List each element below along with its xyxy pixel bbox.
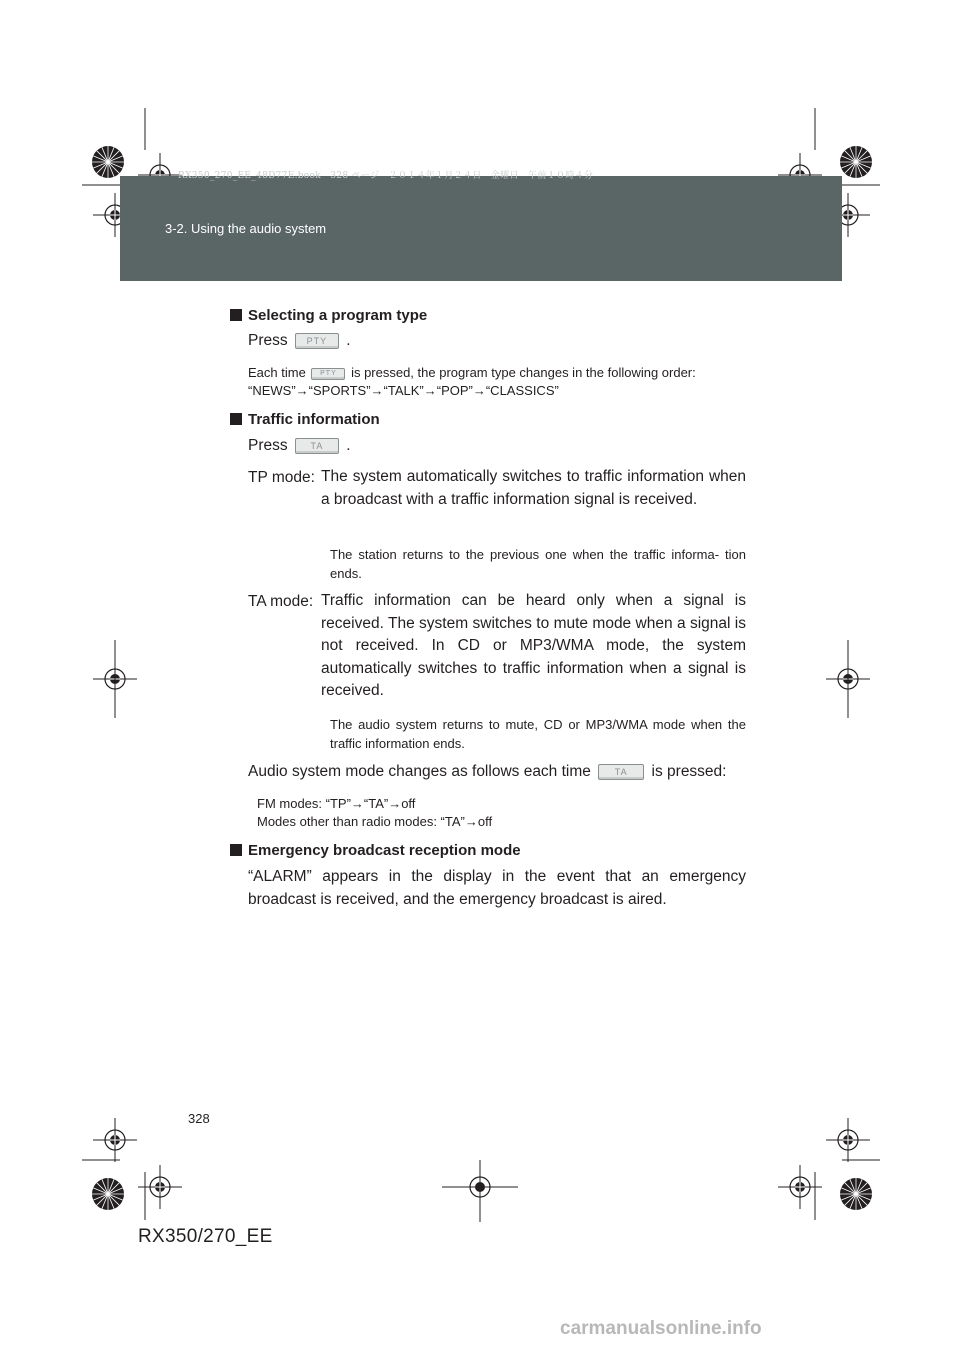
note-suffix: is pressed, the program type changes in the following order:: [351, 365, 696, 380]
press-label: Press: [248, 437, 288, 454]
file-stamp: RX350_270_EE_48D77E.book 328 ページ ２０１４年１月２４日 金曜日 午前１０時４分: [178, 171, 594, 181]
ta-mode-label: TA mode:: [248, 593, 314, 610]
bullet-square-icon: [230, 413, 242, 425]
model-code: RX350/270_EE: [138, 1226, 273, 1247]
press-suffix: .: [346, 332, 351, 349]
press-pty-line: [248, 332, 351, 350]
mode-change-line: [248, 763, 726, 781]
ta-mode-note: The audio system returns to mute, CD or MP3/WMA mode when the traffic information ends.: [330, 717, 746, 751]
other-modes: Modes other than radio modes: “TA”→off: [257, 814, 493, 829]
pty-button-inline[interactable]: PTY: [311, 368, 345, 380]
bullet-square-icon: [230, 309, 242, 321]
watermark: carmanualsonline.info: [560, 1318, 762, 1339]
press-label: Press: [248, 332, 288, 349]
tp-mode-label: TP mode:: [248, 469, 315, 486]
pty-button[interactable]: PTY: [295, 333, 339, 349]
page-number: 328: [188, 1111, 210, 1126]
fm-modes: FM modes: “TP”→“TA”→off: [257, 796, 416, 811]
tp-mode-text: [321, 466, 746, 511]
section-title: 3-2. Using the audio system: [165, 221, 327, 236]
ta-mode-text: [321, 590, 746, 703]
heading-emergency: [230, 842, 521, 859]
ta-button[interactable]: TA: [295, 438, 339, 454]
tp-mode-desc: The system automatically switches to traffic information when a broadcast with a traffic information signal is received.: [321, 468, 746, 508]
pty-note-line: [248, 365, 696, 380]
tp-mode-note: The station returns to the previous one when the traffic informa- tion ends.: [330, 547, 746, 581]
heading-text: Traffic information: [248, 411, 380, 428]
note-prefix: Each time: [248, 365, 306, 380]
ta-mode-desc: Traffic information can be heard only when a signal is received. The system switches to mute mode when a signal is not received. In CD or MP3/WMA mode, the system automatically switches to traffic information when a signal is received.: [321, 592, 746, 699]
bullet-square-icon: [230, 844, 242, 856]
heading-text: Selecting a program type: [248, 307, 428, 324]
emergency-text: “ALARM” appears in the display in the event that an emergency broadcast is received, and the emergency broadcast is aired.: [248, 868, 746, 908]
heading-text: Emergency broadcast reception mode: [248, 842, 521, 859]
pty-order: “NEWS”→“SPORTS”→“TALK”→“POP”→“CLASSICS”: [248, 383, 559, 398]
press-suffix: .: [346, 437, 351, 454]
heading-program-type: [230, 307, 427, 324]
ta-button-inline[interactable]: TA: [598, 764, 644, 780]
mode-prefix: Audio system mode changes as follows each time: [248, 763, 591, 780]
press-ta-line: [248, 437, 351, 455]
mode-suffix: is pressed:: [651, 763, 727, 780]
heading-traffic: [230, 411, 380, 428]
